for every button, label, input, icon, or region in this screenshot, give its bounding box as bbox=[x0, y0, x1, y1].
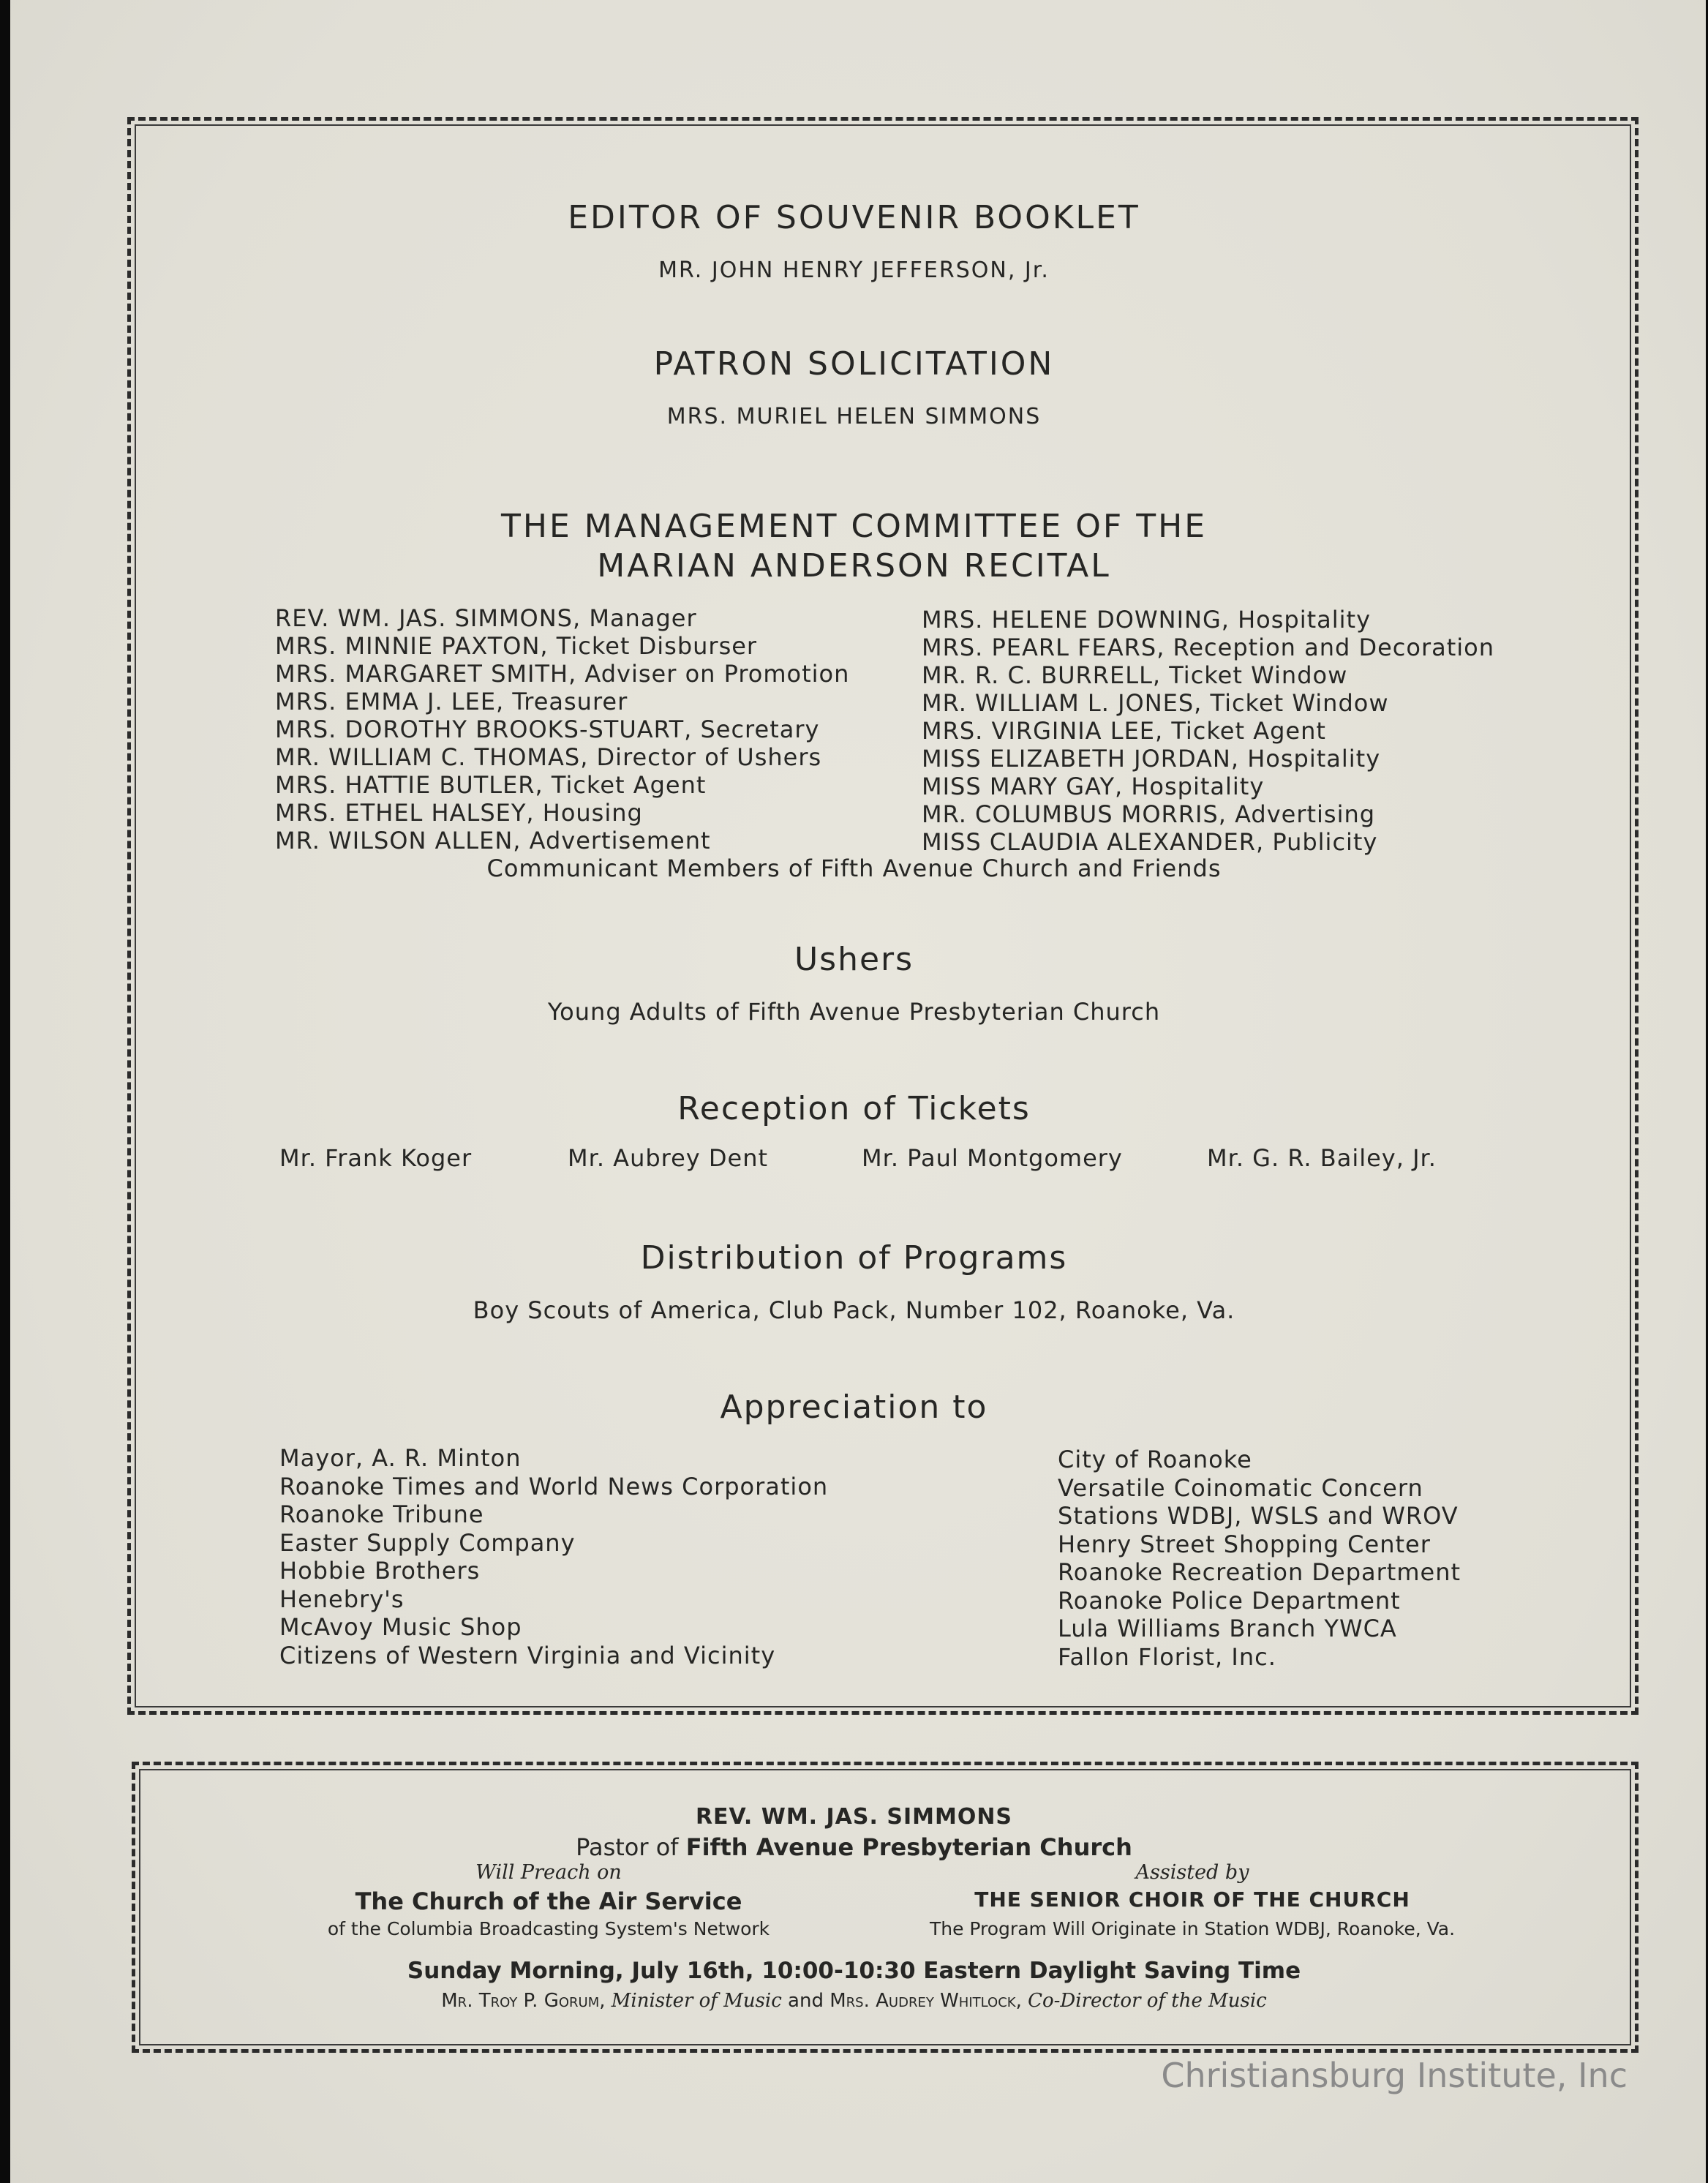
broadcast-time: Sunday Morning, July 16th, 10:00-10:30 Eastern Daylight Saving Time bbox=[407, 1958, 1301, 1984]
ushers-heading: Ushers bbox=[794, 941, 914, 978]
committee-right-list bbox=[922, 606, 1494, 856]
list-item: Roanoke Recreation Department bbox=[1058, 1558, 1461, 1586]
credit-role: Co-Director of the Music bbox=[1028, 1990, 1267, 2012]
list-item: MR. WILLIAM L. JONES, Ticket Window bbox=[922, 689, 1389, 717]
choir-name: THE SENIOR CHOIR OF THE CHURCH bbox=[974, 1887, 1410, 1912]
list-item: Easter Supply Company bbox=[279, 1528, 576, 1557]
ticket-name: Mr. Paul Montgomery bbox=[862, 1144, 1123, 1172]
list-item: MRS. MARGARET SMITH, Adviser on Promotion bbox=[275, 660, 850, 688]
appreciation-right-list bbox=[1058, 1446, 1461, 1671]
list-item: Henebry's bbox=[279, 1585, 405, 1613]
committee-heading-line2: MARIAN ANDERSON RECITAL bbox=[597, 547, 1111, 585]
editor-name: MR. JOHN HENRY JEFFERSON, Jr. bbox=[658, 258, 1050, 283]
tickets-heading: Reception of Tickets bbox=[677, 1090, 1031, 1127]
list-item: MR. COLUMBUS MORRIS, Advertising bbox=[922, 800, 1376, 828]
list-item: Stations WDBJ, WSLS and WROV bbox=[1058, 1502, 1459, 1530]
list-item: MISS CLAUDIA ALEXANDER, Publicity bbox=[922, 828, 1378, 856]
patron-name: MRS. MURIEL HELEN SIMMONS bbox=[666, 404, 1042, 429]
programs-heading: Distribution of Programs bbox=[640, 1239, 1068, 1277]
credit-role: Minister of Music bbox=[611, 1990, 782, 2012]
list-item: Roanoke Police Department bbox=[1058, 1586, 1401, 1615]
music-credits bbox=[0, 1990, 1708, 2012]
assisted-by: Assisted by bbox=[1135, 1861, 1249, 1884]
list-item: Roanoke Tribune bbox=[279, 1500, 484, 1528]
list-item: Roanoke Times and World News Corporation bbox=[279, 1472, 829, 1500]
list-item: MRS. MINNIE PAXTON, Ticket Disburser bbox=[275, 632, 758, 660]
watermark: Christiansburg Institute, Inc bbox=[1161, 2056, 1628, 2095]
choir-block bbox=[892, 1861, 1492, 1939]
ushers-text: Young Adults of Fifth Avenue Presbyterian Church bbox=[547, 998, 1161, 1026]
church-name: Fifth Avenue Presbyterian Church bbox=[685, 1833, 1132, 1861]
ticket-name: Mr. Frank Koger bbox=[279, 1144, 473, 1172]
list-item: MR. WILLIAM C. THOMAS, Director of Ushers bbox=[275, 743, 822, 771]
patron-heading: PATRON SOLICITATION bbox=[653, 345, 1055, 383]
list-item: Hobbie Brothers bbox=[279, 1557, 481, 1585]
network: of the Columbia Broadcasting System's Network bbox=[327, 1918, 770, 1939]
committee-heading-line1: THE MANAGEMENT COMMITTEE OF THE bbox=[500, 508, 1207, 545]
list-item: MISS MARY GAY, Hospitality bbox=[922, 773, 1265, 800]
ticket-name: Mr. Aubrey Dent bbox=[568, 1144, 769, 1172]
programs-text: Boy Scouts of America, Club Pack, Number 102, Roanoke, Va. bbox=[473, 1296, 1235, 1324]
list-item: MRS. HATTIE BUTLER, Ticket Agent bbox=[275, 771, 707, 799]
list-item: MISS ELIZABETH JORDAN, Hospitality bbox=[922, 745, 1381, 773]
list-item: MRS. VIRGINIA LEE, Ticket Agent bbox=[922, 717, 1326, 745]
appreciation-left-list bbox=[279, 1444, 828, 1669]
origin: The Program Will Originate in Station WDBJ, Roanoke, Va. bbox=[929, 1918, 1456, 1939]
committee-footer: Communicant Members of Fifth Avenue Church and Friends bbox=[486, 854, 1222, 882]
list-item: REV. WM. JAS. SIMMONS, Manager bbox=[275, 604, 697, 632]
pastor-name: REV. WM. JAS. SIMMONS bbox=[695, 1804, 1013, 1830]
list-item: MRS. DOROTHY BROOKS-STUART, Secretary bbox=[275, 715, 820, 743]
list-item: MRS. EMMA J. LEE, Treasurer bbox=[275, 688, 628, 715]
list-item: MRS. PEARL FEARS, Reception and Decoration bbox=[922, 634, 1495, 661]
list-item: Lula Williams Branch YWCA bbox=[1058, 1615, 1397, 1642]
list-item: Mayor, A. R. Minton bbox=[279, 1444, 522, 1472]
service-block bbox=[278, 1861, 819, 1939]
service-name: The Church of the Air Service bbox=[355, 1887, 742, 1915]
list-item: MR. R. C. BURRELL, Ticket Window bbox=[922, 661, 1348, 689]
credit-and: and bbox=[788, 1990, 824, 2012]
list-item: MRS. HELENE DOWNING, Hospitality bbox=[922, 606, 1372, 634]
list-item: MRS. ETHEL HALSEY, Housing bbox=[275, 799, 643, 827]
list-item: Citizens of Western Virginia and Vicinity bbox=[279, 1641, 776, 1669]
list-item: City of Roanoke bbox=[1058, 1446, 1252, 1473]
committee-left-list bbox=[275, 604, 849, 854]
list-item: MR. WILSON ALLEN, Advertisement bbox=[275, 827, 711, 854]
credit-name: Mrs. Audrey Whitlock, bbox=[829, 1990, 1022, 2012]
credit-name: Mr. Troy P. Gorum, bbox=[441, 1990, 606, 2012]
list-item: Versatile Coinomatic Concern bbox=[1058, 1473, 1423, 1502]
appreciation-heading: Appreciation to bbox=[720, 1389, 988, 1426]
ticket-name: Mr. G. R. Bailey, Jr. bbox=[1207, 1144, 1437, 1172]
will-preach: Will Preach on bbox=[475, 1861, 622, 1884]
list-item: McAvoy Music Shop bbox=[279, 1613, 522, 1641]
pastor-of: Pastor of bbox=[576, 1833, 679, 1861]
pastor-line bbox=[0, 1833, 1708, 1861]
list-item: Fallon Florist, Inc. bbox=[1058, 1642, 1276, 1671]
list-item: Henry Street Shopping Center bbox=[1058, 1530, 1431, 1558]
editor-heading: EDITOR OF SOUVENIR BOOKLET bbox=[568, 199, 1140, 236]
